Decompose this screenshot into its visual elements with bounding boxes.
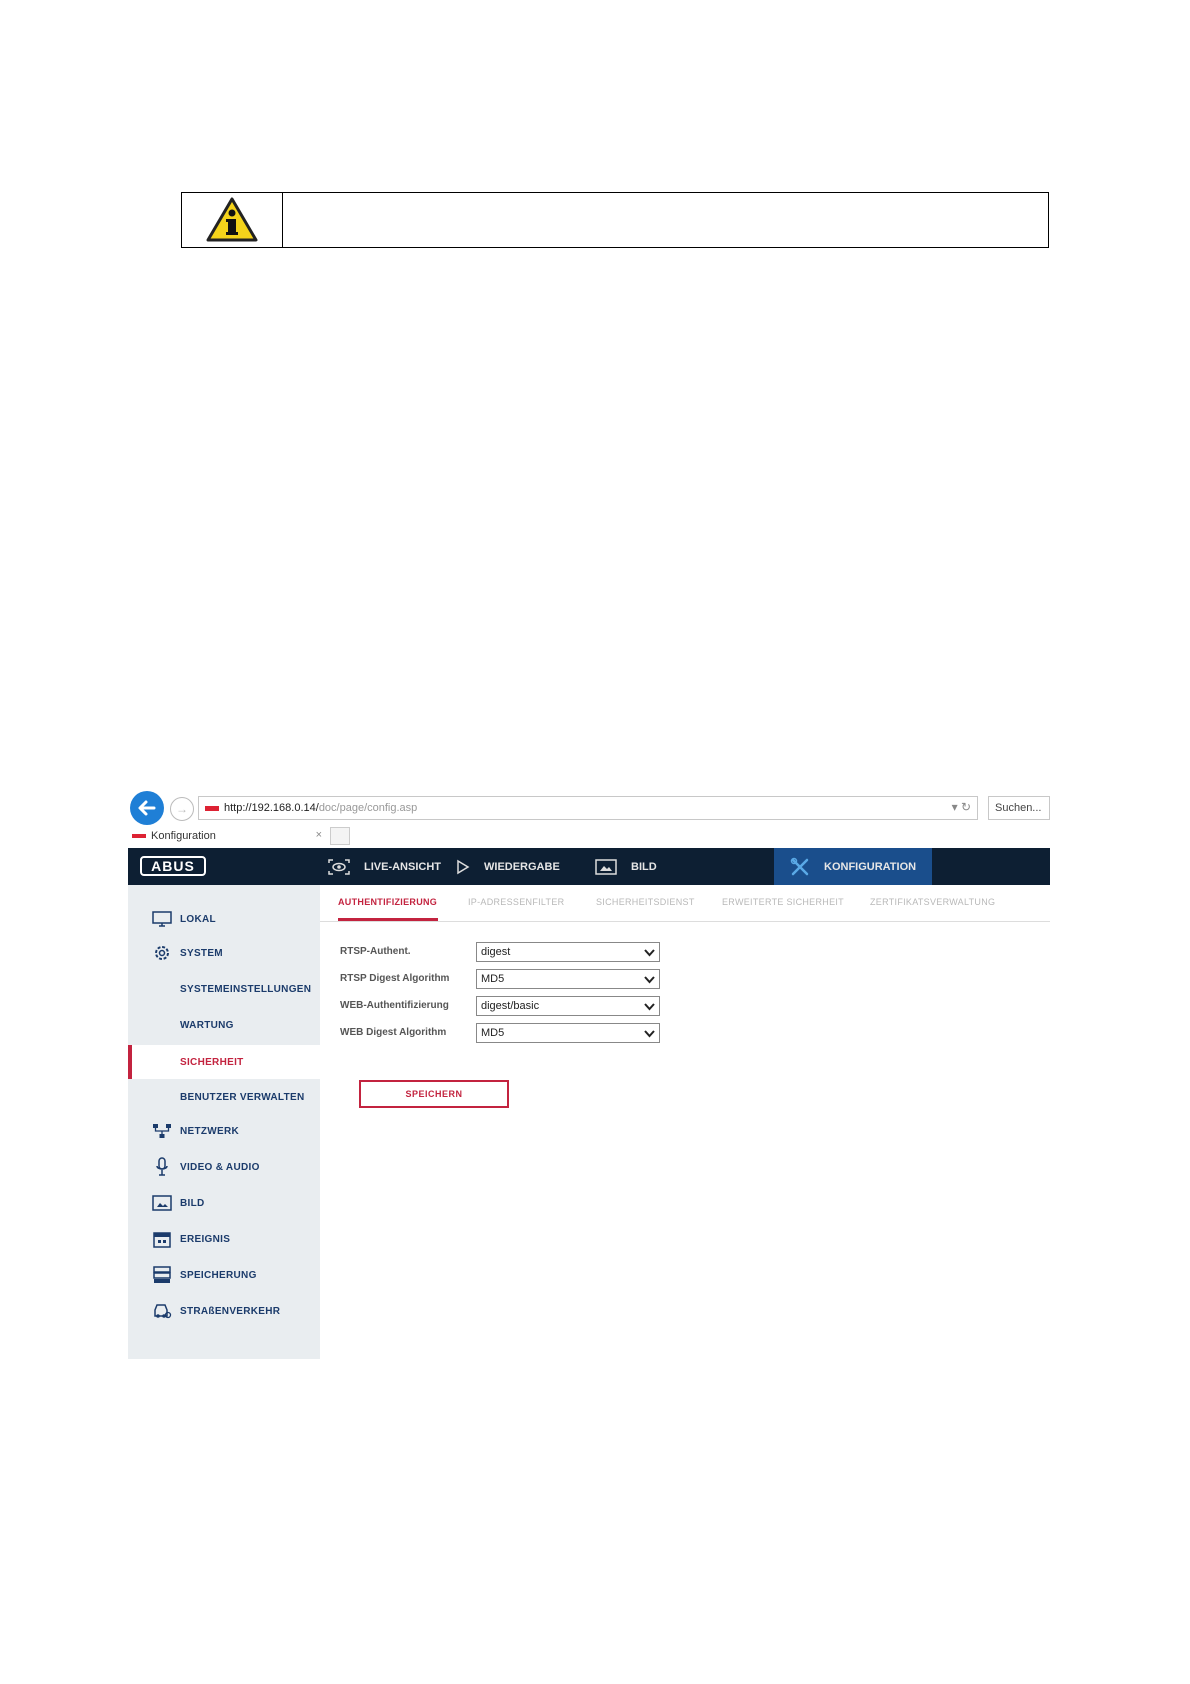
- arrow-left-icon: [137, 798, 157, 818]
- nav-bild[interactable]: [595, 848, 657, 885]
- sidebar-item-speicherung[interactable]: [128, 1259, 320, 1291]
- sidebar-item-label: STRAßENVERKEHR: [180, 1305, 281, 1317]
- url-tools: [952, 800, 971, 814]
- image-icon: [595, 859, 617, 875]
- sidebar-item-netzwerk[interactable]: [128, 1115, 320, 1147]
- sidebar-item-label: SYSTEM: [180, 947, 223, 959]
- tools-icon: [790, 857, 810, 877]
- sidebar-item-label: BILD: [180, 1197, 205, 1209]
- save-button[interactable]: SPEICHERN: [359, 1080, 509, 1108]
- nav-live-ansicht-label: LIVE-ANSICHT: [364, 860, 441, 873]
- site-favicon-icon: [205, 806, 219, 811]
- warning-info-icon: [206, 197, 258, 243]
- tab-ip-adressenfilter[interactable]: IP-ADRESSENFILTER: [468, 897, 565, 907]
- form-row-rtsp-digest: [340, 969, 670, 989]
- sidebar-item-benutzer-verwalten[interactable]: BENUTZER VERWALTEN: [180, 1091, 305, 1103]
- back-button[interactable]: [130, 791, 164, 825]
- web-digest-value: MD5: [481, 1027, 505, 1039]
- tab-zertifikatsverwaltung[interactable]: ZERTIFIKATSVERWALTUNG: [870, 897, 996, 907]
- browser-screenshot: [128, 789, 1050, 1359]
- rtsp-authent-value: digest: [481, 946, 511, 958]
- nav-konfiguration-label: KONFIGURATION: [824, 860, 917, 873]
- web-digest-select[interactable]: [476, 1023, 660, 1043]
- chevron-down-icon: [644, 1029, 655, 1041]
- sidebar-item-strassenverkehr[interactable]: [128, 1295, 320, 1327]
- refresh-icon[interactable]: ↻: [960, 800, 971, 814]
- nav-live-ansicht[interactable]: [328, 848, 441, 885]
- browser-tab[interactable]: [130, 825, 326, 847]
- tab-authentifizierung[interactable]: AUTHENTIFIZIERUNG: [338, 897, 438, 907]
- sidebar-item-sicherheit[interactable]: SICHERHEIT: [128, 1045, 320, 1079]
- gear-icon: [150, 944, 174, 962]
- nav-bild-label: BILD: [631, 860, 657, 873]
- sidebar-item-label: NETZWERK: [180, 1125, 240, 1137]
- arrow-right-icon: →: [176, 802, 188, 816]
- web-digest-label: WEB Digest Algorithm: [340, 1027, 447, 1038]
- chevron-down-icon: [644, 1002, 655, 1014]
- calendar-icon: [150, 1230, 174, 1248]
- sidebar-item-ereignis[interactable]: [128, 1223, 320, 1255]
- sidebar-item-system[interactable]: [128, 937, 320, 969]
- browser-tab-row: [128, 825, 1050, 847]
- tab-close-icon[interactable]: ×: [315, 829, 322, 841]
- note-icon-cell: [182, 193, 283, 247]
- form-row-web-digest: [340, 1023, 670, 1043]
- tab-favicon-icon: [132, 834, 146, 838]
- chevron-down-icon: [644, 948, 655, 960]
- web-authentifizierung-label: WEB-Authentifizierung: [340, 1000, 449, 1011]
- chevron-down-icon: [644, 975, 655, 987]
- url-host: http://192.168.0.14/: [224, 802, 319, 814]
- sidebar-item-wartung[interactable]: WARTUNG: [180, 1019, 234, 1031]
- car-icon: [150, 1302, 174, 1320]
- rtsp-authent-label: RTSP-Authent.: [340, 946, 411, 957]
- abus-logo: ABUS: [140, 856, 206, 876]
- info-note: [181, 192, 1049, 248]
- nav-wiedergabe[interactable]: [456, 848, 560, 885]
- form-row-rtsp-authent: [340, 942, 670, 962]
- browser-address-row: [128, 789, 1050, 823]
- sidebar-item-label: LOKAL: [180, 913, 216, 925]
- play-icon: [456, 859, 470, 875]
- browser-search-input[interactable]: Suchen...: [988, 796, 1050, 820]
- tab-sicherheitsdienst[interactable]: SICHERHEITSDIENST: [596, 897, 695, 907]
- dropdown-arrow-icon[interactable]: ▾: [951, 800, 958, 814]
- sidebar: [128, 885, 320, 1359]
- note-text: [283, 193, 1048, 247]
- web-authentifizierung-value: digest/basic: [481, 1000, 540, 1012]
- rtsp-digest-value: MD5: [481, 973, 505, 985]
- rtsp-digest-label: RTSP Digest Algorithm: [340, 973, 450, 984]
- form-row-web-authentifizierung: [340, 996, 670, 1016]
- sidebar-item-systemeinstellungen[interactable]: SYSTEMEINSTELLUNGEN: [180, 983, 312, 995]
- sidebar-item-lokal[interactable]: [128, 903, 320, 935]
- url-path: doc/page/config.asp: [318, 802, 418, 814]
- url-bar[interactable]: [198, 796, 978, 820]
- sidebar-item-bild[interactable]: [128, 1187, 320, 1219]
- microphone-icon: [150, 1157, 174, 1177]
- content-tabs: [320, 885, 1050, 922]
- rtsp-authent-select[interactable]: [476, 942, 660, 962]
- forward-button[interactable]: [170, 797, 194, 821]
- network-icon: [150, 1123, 174, 1139]
- web-authentifizierung-select[interactable]: [476, 996, 660, 1016]
- new-tab-button[interactable]: [330, 827, 350, 845]
- storage-icon: [150, 1266, 174, 1284]
- eye-icon: [328, 859, 350, 875]
- sidebar-item-label: SPEICHERUNG: [180, 1269, 257, 1281]
- monitor-icon: [150, 911, 174, 927]
- nav-konfiguration[interactable]: [774, 848, 932, 885]
- image-icon: [150, 1195, 174, 1211]
- sidebar-item-label: EREIGNIS: [180, 1233, 231, 1245]
- sidebar-item-label: VIDEO & AUDIO: [180, 1161, 260, 1173]
- tab-erweiterte-sicherheit[interactable]: ERWEITERTE SICHERHEIT: [722, 897, 844, 907]
- nav-wiedergabe-label: WIEDERGABE: [484, 860, 560, 873]
- rtsp-digest-select[interactable]: [476, 969, 660, 989]
- app-nav-bar: [128, 848, 1050, 885]
- active-tab-indicator: [338, 918, 438, 921]
- sidebar-item-video-audio[interactable]: [128, 1151, 320, 1183]
- tab-title: Konfiguration: [151, 830, 216, 842]
